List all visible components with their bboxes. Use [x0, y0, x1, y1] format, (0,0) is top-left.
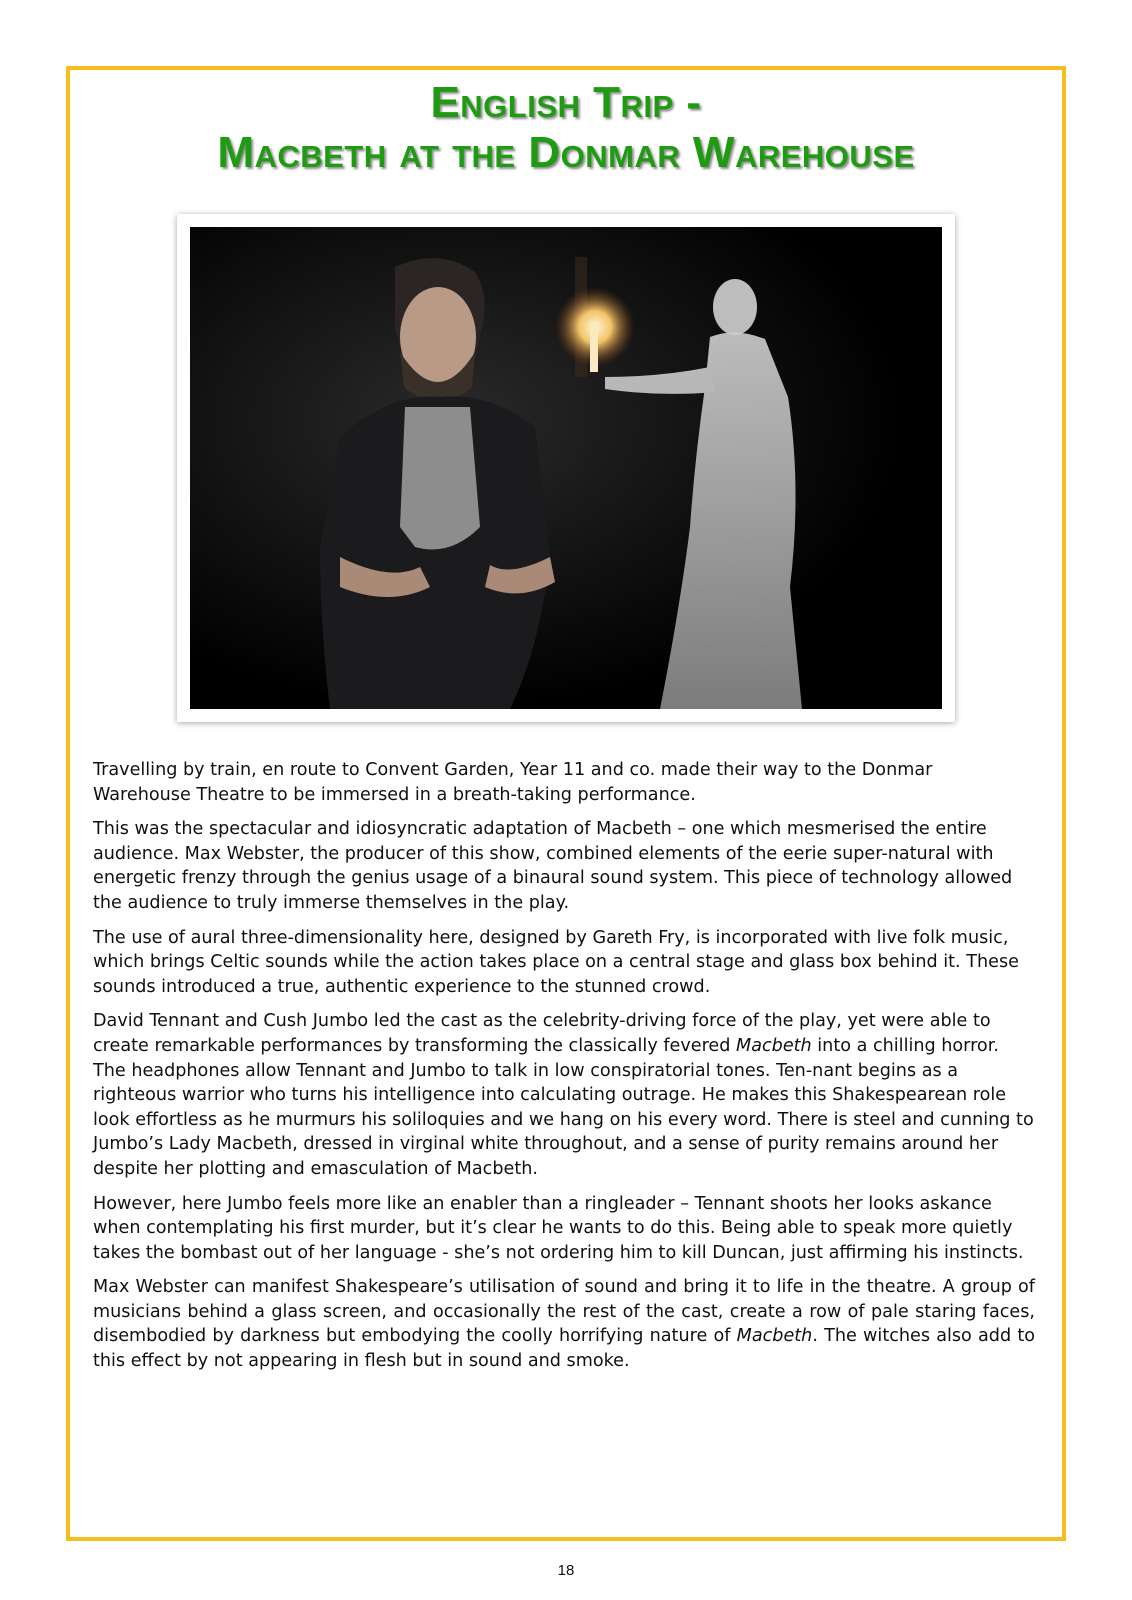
page-title	[66, 78, 1066, 178]
paragraph-1: Travelling by train, en route to Convent Garden, Year 11 and co. made their way to the Donmar Warehouse Theatre to be immersed in a breath-taking performance.	[93, 760, 933, 805]
play-title-italic: Macbeth	[736, 1035, 812, 1056]
paragraph-4-part-2: into a chilling horror. The headphones allow Tennant and Jumbo to talk in low conspiratorial tones. Ten-nant begins as a righteous warrior who turns his intelligence into calculating outrage. He makes this Shakespearean role look effortless as he murmurs his soliloquies and we hang on his every word. There is steel and cunning to Jumbo’s Lady Macbeth, dressed in virginal white throughout, and a sense of purity remains around her despite her plotting and emasculation of Macbeth.	[93, 1035, 1034, 1179]
paragraph-4	[93, 1009, 1035, 1181]
paragraph-4-part-1: David Tennant and Cush Jumbo led the cast as the celebrity-driving force of the play, yet were able to create remarkable performances by transforming the classically fevered	[93, 1011, 991, 1056]
paragraph-3: The use of aural three-dimensionality here, designed by Gareth Fry, is incorporated with live folk music, which brings Celtic sounds while the action takes place on a central stage and glass box behind it. These sounds introduced a true, authentic experience to the stunned crowd.	[93, 927, 1019, 997]
paragraph-6-part-2: . The witches also add to this effect by not appearing in flesh but in sound and smoke.	[93, 1326, 1035, 1372]
photo-card	[177, 214, 955, 722]
stage-photo-icon	[190, 227, 942, 709]
paragraph-6-part-1: Max Webster can manifest Shakespeare’s utilisation of sound and bring it to life in the theatre. A group of musicians behind a glass screen, and occasionally the rest of the cast, create a row of pale staring faces, disembodied by darkness but embodying the coolly horrifying nature of	[93, 1277, 1035, 1347]
paragraph-2: This was the spectacular and idiosyncratic adaptation of Macbeth – one which mesmerised the entire audience. Max Webster, the producer of this show, combined elements of the eerie super-natural with energetic frenzy through the genius usage of a binaural sound system. This piece of technology allowed the audience to truly immerse themselves in the play.	[93, 819, 1013, 913]
title-line-2: Macbeth at the Donmar Warehouse	[217, 128, 915, 177]
paragraph-5: However, here Jumbo feels more like an enabler than a ringleader – Tennant shoots her looks askance when contemplating his first murder, but it’s clear he wants to do this. Being able to speak more quietly takes the bombast out of her language - she’s not ordering him to kill Duncan, just affirming his instincts.	[93, 1193, 1024, 1263]
paragraph-6	[93, 1275, 1035, 1373]
title-line-1: English Trip -	[430, 78, 702, 127]
stage-photo	[190, 227, 942, 709]
play-title-italic: Macbeth	[736, 1326, 813, 1347]
page-number: 18	[557, 1562, 575, 1579]
article-body	[93, 758, 1035, 1384]
